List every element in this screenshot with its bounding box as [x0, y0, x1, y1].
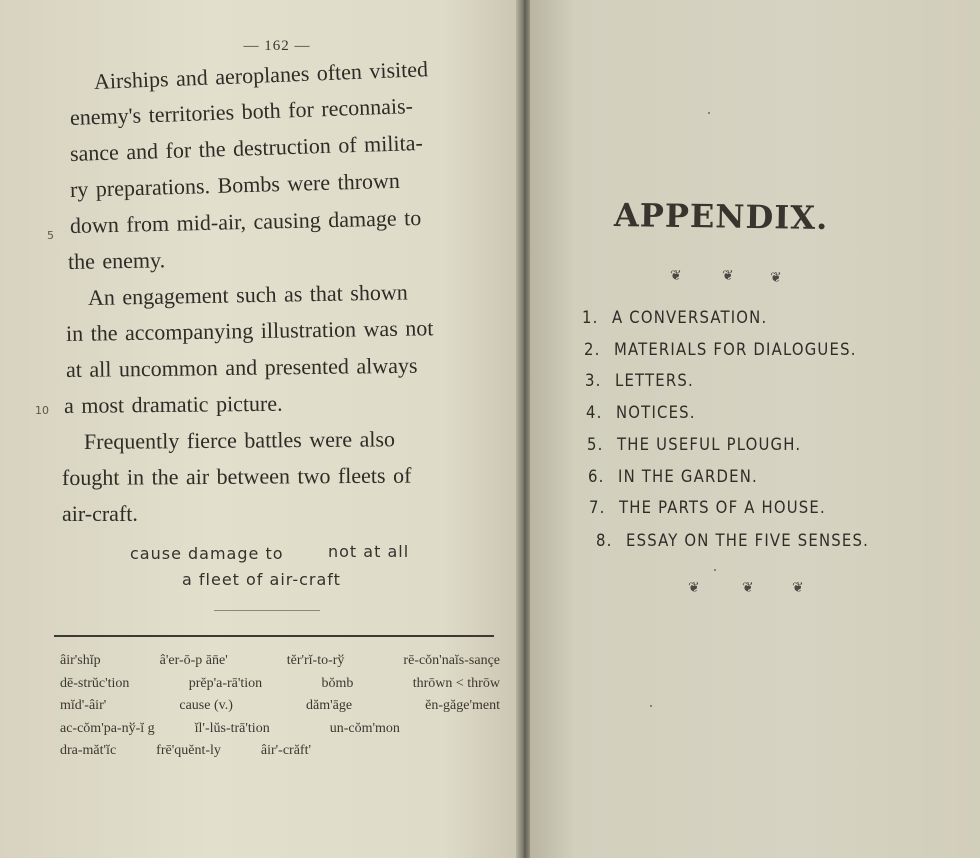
paper-speck: [650, 705, 652, 707]
contents-item: [596, 531, 869, 550]
contents-number: 8.: [596, 531, 613, 550]
appendix-title: APPENDIX.: [613, 196, 829, 237]
contents-label: THE USEFUL PLOUGH.: [617, 435, 802, 454]
vocab-word: thrōwn < thrōw: [412, 675, 500, 691]
contents-item: [582, 308, 767, 327]
text-line: ry preparations. Bombs were thrown: [69, 167, 401, 202]
contents-label: A CONVERSATION.: [612, 308, 768, 327]
contents-item: [586, 403, 696, 422]
margin-line-number: 5: [47, 229, 54, 242]
vocab-word: ĭl'-lŭs-trā'tion: [194, 720, 270, 736]
vocab-word: dra-măt'ĭc: [60, 743, 117, 758]
right-page: [530, 0, 980, 858]
contents-label: THE PARTS OF A HOUSE.: [619, 498, 826, 517]
contents-number: 4.: [586, 403, 603, 422]
contents-item: [587, 435, 801, 454]
vocab-word: cause (v.): [179, 698, 233, 713]
ornament-icon: ❦: [770, 270, 782, 286]
contents-label: IN THE GARDEN.: [618, 467, 758, 486]
vocab-word: ĕn-găge'ment: [425, 698, 500, 713]
contents-number: 2.: [584, 340, 601, 359]
ornament-icon: ❦: [688, 580, 700, 596]
vocab-row: [60, 695, 500, 718]
paper-speck: [714, 569, 716, 571]
contents-item: [588, 467, 758, 486]
text-line: at all uncommon and presented always: [65, 352, 418, 382]
vocab-word: frē'quĕnt-ly: [156, 743, 221, 758]
vocab-word: bŏmb: [321, 675, 354, 691]
text-line: in the accompanying illustration was not: [65, 315, 434, 346]
vocab-row: [60, 673, 500, 696]
ornament-icon: ❦: [722, 268, 734, 284]
contents-label: MATERIALS FOR DIALOGUES.: [614, 340, 857, 359]
contents-label: NOTICES.: [616, 403, 696, 422]
contents-item: [584, 340, 857, 359]
vocab-word: tĕr'rĭ-to-rў: [286, 653, 345, 668]
text-line: enemy's territories both for reconnais-: [69, 93, 414, 130]
text-line: fought in the air between two fleets of: [61, 462, 412, 490]
text-line: An engagement such as that shown: [87, 279, 408, 310]
text-line: Airships and aeroplanes often visited: [93, 56, 429, 94]
vocab-word: un-cŏm'mon: [329, 720, 400, 736]
ornament-icon: ❦: [670, 268, 682, 284]
note-not-at-all: not at all: [328, 542, 410, 561]
text-line: sance and for the destruction of milita-: [69, 129, 424, 166]
contents-number: 7.: [589, 498, 606, 517]
vocab-word: âir'shĭp: [60, 653, 101, 668]
vocab-row: [60, 718, 500, 741]
vocab-word: prĕp'a-rā'tion: [188, 675, 263, 691]
contents-number: 3.: [585, 371, 602, 390]
contents-item: [589, 498, 826, 517]
vocab-word: mĭd'-âir': [60, 698, 107, 713]
contents-item: [585, 371, 694, 390]
short-divider: [214, 610, 320, 611]
vocab-word: rē-cŏn'naĭs-sançe: [403, 653, 500, 668]
vocab-word: dē-strŭc'tion: [60, 675, 130, 691]
ornament-icon: ❦: [792, 580, 804, 596]
contents-number: 1.: [582, 308, 599, 327]
footnote-divider: [54, 635, 494, 637]
contents-label: ESSAY ON THE FIVE SENSES.: [626, 531, 870, 550]
margin-line-number: 10: [35, 404, 49, 417]
contents-number: 5.: [587, 435, 604, 454]
text-line: a most dramatic picture.: [63, 390, 283, 418]
vocab-word: dăm'āge: [306, 698, 353, 713]
vocab-word: ac-cŏm'pa-nў-ĭ g: [60, 720, 155, 736]
note-fleet: a fleet of air-craft: [182, 570, 341, 589]
note-cause-damage: cause damage to: [130, 544, 284, 563]
text-line: air-craft.: [62, 501, 138, 526]
page-number: — 162 —: [243, 38, 311, 54]
vocab-row: [60, 740, 500, 763]
text-line: Frequently fierce battles were also: [83, 426, 396, 454]
text-line: the enemy.: [67, 247, 166, 274]
ornament-icon: ❦: [742, 580, 754, 596]
vocab-word: âir'-crăft': [260, 743, 312, 758]
pronunciation-guide: [60, 650, 500, 763]
vocab-row: [60, 650, 500, 673]
contents-label: LETTERS.: [615, 371, 694, 390]
body-text: [61, 56, 494, 532]
contents-number: 6.: [588, 467, 605, 486]
text-line: down from mid-air, causing damage to: [69, 205, 422, 238]
paper-speck: [708, 112, 710, 114]
vocab-word: â'er-ō-p ān̄e': [159, 653, 228, 668]
